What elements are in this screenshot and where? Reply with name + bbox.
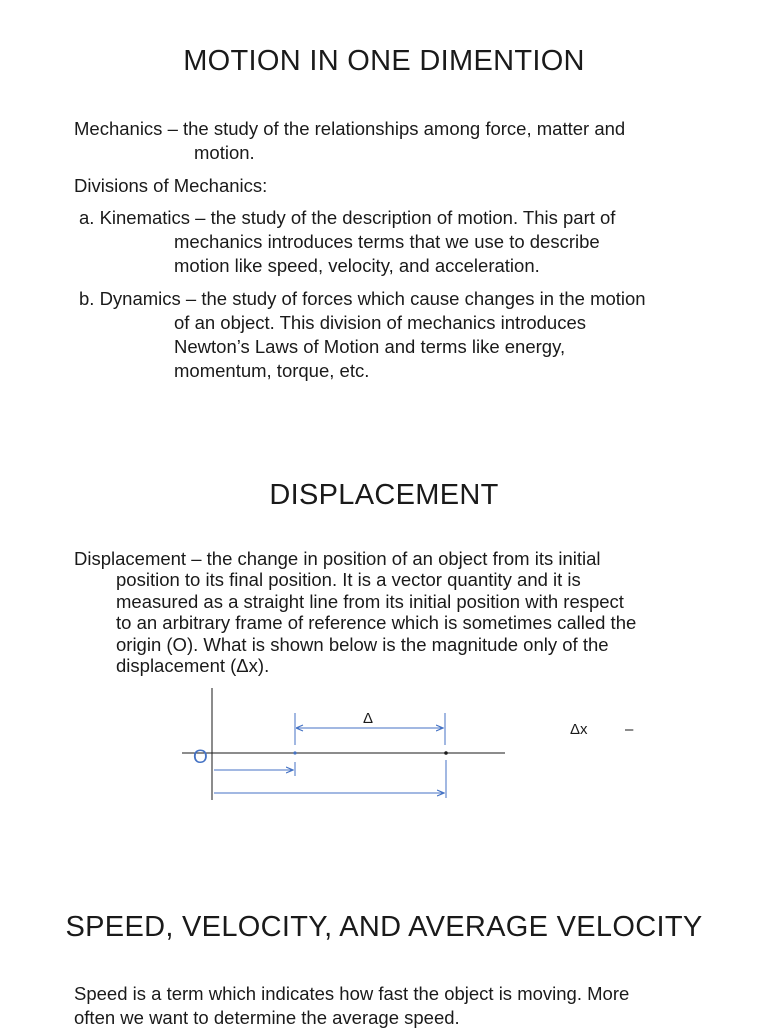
kinematics-line1: a. Kinematics – the study of the description of motion. This part of	[79, 207, 616, 228]
delta-label: Δ	[363, 710, 374, 727]
section-title-motion: MOTION IN ONE DIMENTION	[183, 45, 585, 77]
dynamics-line4: momentum, torque, etc.	[174, 360, 370, 381]
displacement-line1: Displacement – the change in position of an object from its initial	[74, 548, 601, 569]
initial-position-dot	[293, 751, 296, 754]
dynamics-line2: of an object. This division of mechanics introduces	[174, 312, 587, 333]
speed-line1: Speed is a term which indicates how fast the object is moving. More	[74, 983, 630, 1004]
origin-label: O	[193, 747, 208, 768]
mechanics-definition-line2: motion.	[194, 142, 255, 163]
displacement-line2: position to its final position. It is a vector quantity and it is	[116, 569, 581, 590]
displacement-line3: measured as a straight line from its initial position with respect	[116, 591, 624, 612]
dynamics-line1: b. Dynamics – the study of forces which cause changes in the motion	[79, 288, 646, 309]
dynamics-line3: Newton’s Laws of Motion and terms like energy,	[174, 336, 566, 357]
delta-x-label: Δx	[570, 721, 588, 738]
displacement-line6: displacement (Δx).	[116, 655, 270, 676]
final-position-dot	[444, 751, 448, 755]
divisions-heading: Divisions of Mechanics:	[74, 175, 268, 196]
kinematics-line2: mechanics introduces terms that we use to describe	[174, 231, 600, 252]
section-title-speed: SPEED, VELOCITY, AND AVERAGE VELOCITY	[65, 911, 703, 943]
delta-x-dash: –	[625, 721, 634, 738]
speed-line2: often we want to determine the average speed.	[74, 1007, 460, 1028]
displacement-line5: origin (O). What is shown below is the magnitude only of the	[116, 634, 609, 655]
section-title-displacement: DISPLACEMENT	[269, 479, 499, 511]
kinematics-line3: motion like speed, velocity, and acceleration.	[174, 255, 540, 276]
displacement-line4: to an arbitrary frame of reference which is sometimes called the	[116, 612, 637, 633]
mechanics-definition-line1: Mechanics – the study of the relationships among force, matter and	[74, 118, 626, 139]
